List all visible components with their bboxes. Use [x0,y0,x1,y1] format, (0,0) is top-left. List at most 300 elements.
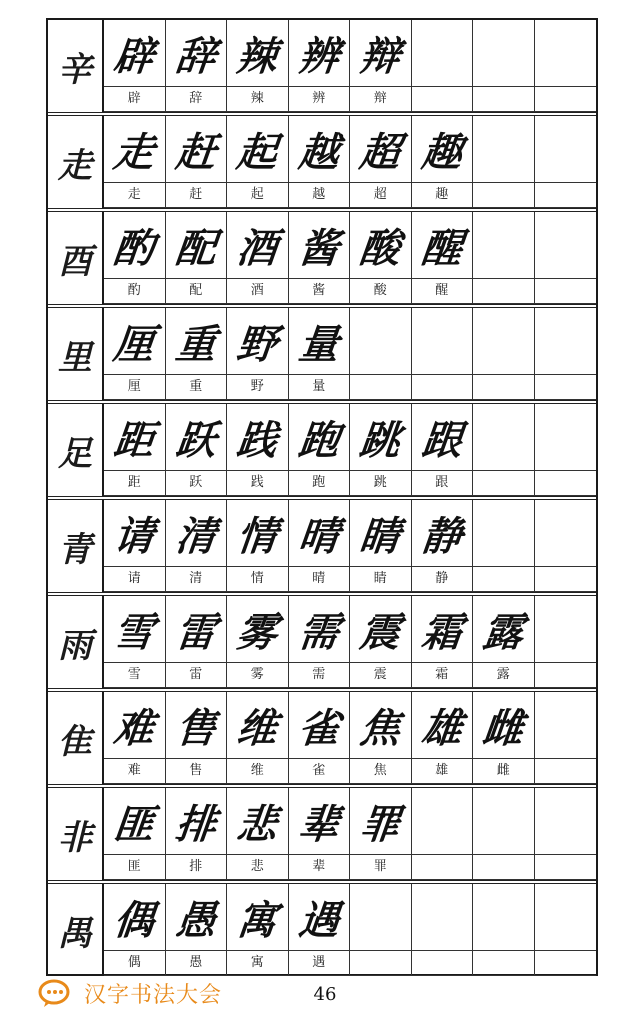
printed-character: 雾 [250,667,264,682]
radical-row [48,788,596,884]
handwritten-character: 赶 [172,128,218,176]
printed-character: 罪 [373,859,387,874]
printed-character: 震 [373,667,387,682]
cell-divider [227,278,288,279]
cell-divider [412,278,473,279]
practice-cell [289,116,351,208]
practice-cell [350,692,412,784]
radical-row [48,308,596,404]
printed-character: 雀 [312,763,326,778]
practice-cell [412,884,474,976]
practice-cell [166,308,228,400]
cell-divider [289,662,350,663]
cell-divider [166,374,227,375]
practice-cell [412,596,474,688]
handwritten-character: 静 [418,512,464,560]
cell-divider [104,566,165,567]
cell-divider [289,470,350,471]
cell-divider [412,662,473,663]
practice-cell [104,212,166,304]
cell-divider [289,566,350,567]
handwritten-character: 维 [234,704,280,752]
cell-divider [166,86,227,87]
printed-character: 酱 [312,283,326,298]
printed-character: 起 [250,187,264,202]
printed-character: 售 [189,763,203,778]
practice-cell [350,20,412,112]
handwritten-character: 辩 [357,32,403,80]
cell-divider [104,758,165,759]
printed-character: 野 [250,379,264,394]
practice-cells [104,20,596,112]
cell-divider [350,470,411,471]
cell-divider [535,86,597,87]
practice-cell [166,116,228,208]
practice-cell [104,404,166,496]
printed-character: 酒 [250,283,264,298]
cell-divider [535,758,597,759]
practice-cell [227,116,289,208]
practice-cell [412,404,474,496]
printed-character: 配 [189,283,203,298]
cell-divider [473,566,534,567]
handwritten-character: 酌 [111,224,157,272]
practice-cell [535,308,597,400]
handwritten-character: 睛 [357,512,403,560]
printed-character: 难 [127,763,141,778]
cell-divider [473,278,534,279]
practice-cell [104,884,166,976]
printed-character: 辨 [312,91,326,106]
handwritten-character: 情 [234,512,280,560]
practice-cells [104,308,596,400]
printed-character: 跟 [435,475,449,490]
practice-cell [227,308,289,400]
radical-label: 禺 [48,884,104,976]
printed-character: 酌 [127,283,141,298]
practice-cell [289,20,351,112]
practice-cell [350,884,412,976]
practice-cell [535,20,597,112]
cell-divider [166,182,227,183]
practice-cell [227,404,289,496]
practice-cell [104,788,166,880]
cell-divider [166,470,227,471]
printed-character: 露 [496,667,510,682]
handwritten-character: 跳 [357,416,403,464]
printed-character: 距 [127,475,141,490]
handwritten-character: 越 [295,128,341,176]
printed-character: 赶 [189,187,203,202]
cell-divider [227,470,288,471]
handwritten-character: 跃 [172,416,218,464]
printed-character: 雌 [496,763,510,778]
printed-character: 跳 [373,475,387,490]
printed-character: 清 [189,571,203,586]
printed-character: 雄 [435,763,449,778]
handwritten-character: 野 [234,320,280,368]
cell-divider [289,182,350,183]
cell-divider [350,566,411,567]
printed-character: 辈 [312,859,326,874]
handwritten-character: 辟 [111,32,157,80]
practice-cell [166,20,228,112]
radical-label: 酉 [48,212,104,304]
cell-divider [104,662,165,663]
cell-divider [473,758,534,759]
printed-character: 请 [127,571,141,586]
logo-text: 汉字书法大会 [84,983,223,1008]
practice-cell [473,308,535,400]
cell-divider [412,86,473,87]
cell-divider [412,470,473,471]
cell-divider [350,854,411,855]
handwritten-character: 遇 [295,896,341,944]
handwritten-character: 酒 [234,224,280,272]
cell-divider [473,86,534,87]
practice-cells [104,884,596,976]
radical-row [48,20,596,116]
handwritten-character: 走 [111,128,157,176]
handwritten-character: 雌 [480,704,526,752]
cell-divider [535,662,597,663]
cell-divider [227,662,288,663]
cell-divider [412,758,473,759]
cell-divider [104,374,165,375]
practice-cell [473,20,535,112]
practice-cell [412,692,474,784]
cell-divider [166,566,227,567]
cell-divider [350,662,411,663]
cell-divider [104,278,165,279]
cell-divider [350,758,411,759]
cell-divider [535,854,597,855]
handwritten-character: 寓 [234,896,280,944]
practice-cell [350,404,412,496]
practice-cell [166,404,228,496]
practice-cell [289,308,351,400]
cell-divider [289,758,350,759]
printed-character: 寓 [250,955,264,970]
practice-cells [104,788,596,880]
printed-character: 睛 [373,571,387,586]
handwritten-character: 超 [357,128,403,176]
printed-character: 匪 [127,859,141,874]
printed-character: 厘 [127,379,141,394]
printed-character: 晴 [312,571,326,586]
printed-character: 霜 [435,667,449,682]
practice-cell [473,212,535,304]
printed-character: 情 [250,571,264,586]
practice-cell [473,596,535,688]
cell-divider [473,182,534,183]
radical-label: 辛 [48,20,104,112]
practice-cell [350,500,412,592]
practice-cell [166,788,228,880]
printed-character: 静 [435,571,449,586]
practice-cell [350,116,412,208]
cell-divider [166,854,227,855]
practice-cell [412,212,474,304]
handwritten-character: 售 [172,704,218,752]
handwritten-character: 起 [234,128,280,176]
practice-cell [227,884,289,976]
practice-cell [535,788,597,880]
radical-row [48,404,596,500]
practice-cell [104,692,166,784]
handwritten-character: 厘 [111,320,157,368]
practice-cell [535,116,597,208]
handwritten-character: 排 [172,800,218,848]
practice-cell [535,596,597,688]
handwritten-character: 辈 [295,800,341,848]
practice-cell [350,596,412,688]
cell-divider [473,854,534,855]
handwritten-character: 愚 [172,896,218,944]
handwritten-character: 配 [172,224,218,272]
practice-cell [289,404,351,496]
cell-divider [166,950,227,951]
cell-divider [535,182,597,183]
printed-character: 愚 [189,955,203,970]
handwritten-character: 晴 [295,512,341,560]
practice-cell [473,116,535,208]
cell-divider [166,662,227,663]
practice-cell [535,884,597,976]
practice-cell [227,788,289,880]
practice-cell [412,20,474,112]
practice-cells [104,596,596,688]
cell-divider [535,950,597,951]
practice-cell [535,404,597,496]
practice-cells [104,116,596,208]
practice-cell [535,692,597,784]
cell-divider [350,182,411,183]
cell-divider [166,278,227,279]
radical-label: 走 [48,116,104,208]
practice-cells [104,212,596,304]
cell-divider [412,374,473,375]
practice-cell [412,116,474,208]
practice-cell [289,692,351,784]
cell-divider [227,374,288,375]
printed-character: 趣 [435,187,449,202]
cell-divider [104,182,165,183]
radical-row [48,884,596,980]
radical-label: 足 [48,404,104,496]
practice-cell [412,308,474,400]
handwritten-character: 跟 [418,416,464,464]
cell-divider [350,86,411,87]
radical-label: 雨 [48,596,104,688]
printed-character: 悲 [250,859,264,874]
handwritten-character: 量 [295,320,341,368]
cell-divider [289,854,350,855]
printed-character: 醒 [435,283,449,298]
practice-cells [104,692,596,784]
cell-divider [227,854,288,855]
handwritten-character: 辨 [295,32,341,80]
footer-logo [38,978,222,1009]
cell-divider [535,374,597,375]
practice-cell [227,20,289,112]
printed-character: 辟 [127,91,141,106]
practice-cell [473,404,535,496]
practice-cell [473,500,535,592]
practice-cell [166,596,228,688]
cell-divider [350,950,411,951]
cell-divider [412,182,473,183]
handwritten-character: 震 [357,608,403,656]
printed-character: 跃 [189,475,203,490]
practice-cell [166,500,228,592]
practice-cell [289,500,351,592]
radical-row [48,692,596,788]
handwritten-character: 醒 [418,224,464,272]
cell-divider [473,470,534,471]
practice-cell [535,500,597,592]
cell-divider [104,86,165,87]
handwritten-character: 重 [172,320,218,368]
handwritten-character: 焦 [357,704,403,752]
printed-character: 偶 [127,955,141,970]
practice-cell [289,884,351,976]
handwritten-character: 酸 [357,224,403,272]
practice-cell [473,884,535,976]
cell-divider [350,374,411,375]
cell-divider [535,566,597,567]
practice-cell [227,500,289,592]
printed-character: 排 [189,859,203,874]
printed-character: 重 [189,379,203,394]
handwritten-character: 雀 [295,704,341,752]
practice-cell [104,500,166,592]
radical-row [48,212,596,308]
practice-cell [104,116,166,208]
practice-cells [104,404,596,496]
handwritten-character: 偶 [111,896,157,944]
practice-cell [473,692,535,784]
radical-row [48,116,596,212]
cell-divider [473,374,534,375]
cell-divider [104,470,165,471]
printed-character: 雪 [127,667,141,682]
handwritten-character: 辞 [172,32,218,80]
radical-label: 青 [48,500,104,592]
handwritten-character: 露 [480,608,526,656]
handwritten-character: 罪 [357,800,403,848]
cell-divider [227,950,288,951]
cell-divider [289,950,350,951]
printed-character: 焦 [373,763,387,778]
cell-divider [104,854,165,855]
cell-divider [289,86,350,87]
practice-cell [166,212,228,304]
practice-cell [227,212,289,304]
radical-row [48,596,596,692]
cell-divider [350,278,411,279]
practice-cell [166,884,228,976]
handwritten-character: 践 [234,416,280,464]
practice-cell [289,788,351,880]
handwritten-character: 清 [172,512,218,560]
printed-character: 需 [312,667,326,682]
handwritten-character: 悲 [234,800,280,848]
cell-divider [473,662,534,663]
practice-cell [166,692,228,784]
printed-character: 酸 [373,283,387,298]
practice-cell [350,788,412,880]
cell-divider [227,182,288,183]
printed-character: 超 [373,187,387,202]
cell-divider [227,566,288,567]
handwritten-character: 请 [111,512,157,560]
practice-cell [473,788,535,880]
printed-character: 雷 [189,667,203,682]
radical-label: 里 [48,308,104,400]
cell-divider [412,950,473,951]
radical-row [48,500,596,596]
practice-cell [289,212,351,304]
cell-divider [104,950,165,951]
handwritten-character: 雄 [418,704,464,752]
handwritten-character: 雪 [111,608,157,656]
cell-divider [473,950,534,951]
cell-divider [412,854,473,855]
handwritten-character: 辣 [234,32,280,80]
radical-label: 非 [48,788,104,880]
page-number: 46 [313,984,337,1005]
radical-label: 隹 [48,692,104,784]
handwritten-character: 匪 [111,800,157,848]
printed-character: 走 [127,187,141,202]
handwritten-character: 雷 [172,608,218,656]
cell-divider [166,758,227,759]
practice-cell [104,596,166,688]
practice-cell [227,596,289,688]
practice-cell [535,212,597,304]
wechat-bubble-icon [38,979,78,1009]
handwritten-character: 难 [111,704,157,752]
handwritten-character: 跑 [295,416,341,464]
handwritten-character: 霜 [418,608,464,656]
cell-divider [535,278,597,279]
practice-cell [412,788,474,880]
printed-character: 遇 [312,955,326,970]
cell-divider [227,758,288,759]
practice-cell [104,20,166,112]
printed-character: 践 [250,475,264,490]
handwritten-character: 需 [295,608,341,656]
printed-character: 越 [312,187,326,202]
printed-character: 维 [250,763,264,778]
practice-cell [412,500,474,592]
cell-divider [227,86,288,87]
cell-divider [412,566,473,567]
practice-cell [350,308,412,400]
cell-divider [535,470,597,471]
handwritten-character: 趣 [418,128,464,176]
cell-divider [289,278,350,279]
printed-character: 跑 [312,475,326,490]
practice-cell [289,596,351,688]
handwritten-character: 酱 [295,224,341,272]
printed-character: 辞 [189,91,203,106]
printed-character: 量 [312,379,326,394]
practice-cells [104,500,596,592]
practice-cell [350,212,412,304]
cell-divider [289,374,350,375]
